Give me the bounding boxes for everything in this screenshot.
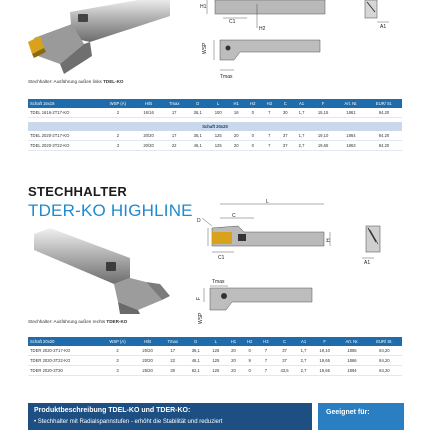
- table-cell: 84,20: [378, 133, 390, 138]
- table-cell: 125: [212, 368, 220, 373]
- dim-h: H: [326, 238, 332, 242]
- table-cell: 0: [251, 133, 254, 138]
- table-cell: 1866: [347, 358, 357, 363]
- col-header-l: L: [214, 339, 217, 344]
- dim-l: L: [266, 199, 269, 205]
- table-cell: 7: [264, 358, 268, 363]
- description-title: Produktbeschreibung TDEL-KO und TDER-KO:: [34, 407, 191, 414]
- table-cell: 9: [248, 358, 251, 363]
- col-header-h1: H1: [233, 101, 239, 106]
- table-row: [28, 356, 402, 366]
- table-cell: 1,7: [300, 348, 307, 353]
- table-cell: TDER 2020-2T17-KO: [30, 348, 71, 353]
- table-cell: 22: [170, 358, 176, 363]
- table-cell: 46,1: [193, 143, 202, 148]
- table-row: [28, 141, 402, 151]
- table-cell: 16/16: [143, 110, 154, 115]
- table-cell: 2: [116, 348, 119, 353]
- section-subtitle: TDER-KO HIGHLINE: [28, 201, 193, 220]
- table-group-row: [28, 122, 402, 131]
- dim-a1: A1: [380, 24, 387, 30]
- table-cell: 17: [171, 110, 177, 115]
- technical-drawing-side: [188, 198, 338, 262]
- col-header-a1: A1: [301, 339, 307, 344]
- dim-tmax-top: Tmax: [220, 74, 233, 80]
- col-header-eur: EUR/ St.: [375, 101, 393, 106]
- dim-wsp-top: WSP: [202, 42, 208, 54]
- table-cell: 1865: [347, 348, 357, 353]
- suitable-title: Geeignet für:: [326, 409, 370, 416]
- table-cell: 22: [171, 143, 177, 148]
- table-cell: 1861: [346, 110, 356, 115]
- section-title: STECHHALTER: [28, 184, 128, 199]
- col-header-h1: H1: [230, 339, 237, 344]
- col-header-f: F: [323, 339, 326, 344]
- table-cell: 84,20: [379, 348, 390, 353]
- technical-drawing-mid: [200, 36, 330, 80]
- table-cell: 19,65: [319, 368, 330, 373]
- table-cell: 25/20: [142, 368, 153, 373]
- table-cell: 1894: [347, 368, 357, 373]
- table-cell: TDEL 1616-2T17-KO: [30, 110, 70, 115]
- col-header-tmax: Tmax: [167, 339, 178, 344]
- col-header-artnr: Art. Nr.: [345, 339, 359, 344]
- table-cell: Schaft 20x20: [202, 124, 228, 129]
- table-row: [28, 108, 402, 118]
- table-cell: 125: [212, 358, 220, 363]
- col-header-wsp: WSP (A): [109, 339, 126, 344]
- col-header-tmax: Tmax: [168, 101, 180, 106]
- table-cell: 37: [282, 143, 288, 148]
- table-cell: 17: [170, 348, 176, 353]
- table-cell: 20/20: [142, 358, 153, 363]
- product-description-box: [28, 403, 312, 430]
- dim-c1: C1: [229, 19, 236, 25]
- caption-section1: Stechhalter: Ausführung außen links TDEL-KO: [28, 79, 124, 84]
- table-cell: 20: [233, 133, 239, 138]
- table-row: [28, 346, 402, 356]
- table-cell: 36,1: [191, 348, 200, 353]
- table-cell: 19,65: [317, 143, 329, 148]
- table-cell: TDEL 2020-3T22-KO: [30, 143, 70, 148]
- col-header-c: C: [283, 101, 287, 106]
- table-cell: 0: [248, 348, 251, 353]
- table-cell: 3: [116, 358, 119, 363]
- table-cell: 20: [231, 368, 236, 373]
- technical-drawing-section: [188, 274, 318, 328]
- table-cell: 3: [116, 143, 120, 148]
- table-cell: TDER 2020-3T22-KO: [30, 358, 71, 363]
- table-cell: 7: [264, 348, 268, 353]
- table-cell: TDEL 2020-2T17-KO: [30, 133, 70, 138]
- table-cell: 36,1: [193, 110, 202, 115]
- table-cell: 7: [268, 110, 271, 115]
- table-cell: 20/20: [143, 133, 154, 138]
- table-cell: 1,7: [298, 110, 305, 115]
- col-header-l: L: [217, 101, 220, 106]
- table-cell: 7: [268, 143, 271, 148]
- table-cell: 0: [251, 110, 254, 115]
- col-header-h3: H3: [263, 339, 269, 344]
- table-cell: 19,10: [317, 133, 329, 138]
- table-cell: 7: [268, 133, 271, 138]
- col-header-eur: EUR/ St.: [376, 339, 393, 344]
- col-header-a1: A1: [299, 101, 305, 106]
- table-cell: 3: [116, 368, 119, 373]
- table-cell: 17: [171, 133, 177, 138]
- dim-tmax: Tmax: [212, 279, 225, 285]
- table-cell: TDER 2020-3T30: [30, 368, 63, 373]
- col-header-c: C: [283, 339, 287, 344]
- tool-image-tder: [26, 222, 176, 314]
- table-cell: 19,10: [319, 348, 330, 353]
- dim-a1-section2: A1: [364, 260, 371, 266]
- table-cell: 1864: [346, 133, 356, 138]
- col-header-f: F: [321, 101, 325, 106]
- col-header-h2: H2: [250, 101, 256, 106]
- table-cell: 16: [233, 110, 239, 115]
- table-cell: 20: [233, 143, 239, 148]
- table-cell: 1863: [346, 143, 356, 148]
- col-header-artnr: Art. Nr.: [344, 101, 358, 106]
- table-cell: 20: [231, 358, 236, 363]
- table-cell: 84,20: [379, 368, 390, 373]
- dim-h1: H1: [200, 4, 207, 10]
- technical-drawing-top: [195, 0, 335, 34]
- end-view-top: [363, 0, 393, 30]
- table-cell: 30: [282, 110, 288, 115]
- table-cell: 37: [282, 358, 287, 363]
- table-row: [28, 366, 402, 376]
- col-header-wsp: WSP (A): [109, 101, 126, 106]
- col-header-schaft: Schaft 16x16: [30, 101, 55, 106]
- description-text: • Stechhalter mit Radialspannstufen - erhöht die Stabilität und reduziert: [34, 419, 223, 425]
- table-cell: 1,7: [298, 133, 305, 138]
- col-header-hb: H/B: [144, 339, 152, 344]
- col-header-schaft: Schaft 20x20: [30, 339, 55, 344]
- table-cell: 100: [214, 110, 222, 115]
- table-header-row: [28, 337, 402, 346]
- end-view-section2: [360, 222, 390, 266]
- table-cell: 125: [214, 133, 222, 138]
- table-cell: 2,7: [300, 368, 307, 373]
- table-cell: 46,1: [191, 358, 200, 363]
- table-cell: 84,20: [379, 358, 390, 363]
- spec-table-tdel: [28, 99, 402, 151]
- spec-table-tder: [28, 337, 402, 376]
- suitable-for-box: [318, 403, 404, 430]
- col-header-hb: H/B: [145, 101, 153, 106]
- dim-d: D: [197, 218, 201, 224]
- dim-f: F: [196, 296, 202, 300]
- table-cell: 0: [248, 368, 251, 373]
- table-cell: 84,20: [378, 143, 390, 148]
- table-cell: 2: [116, 110, 120, 115]
- dim-h2: H2: [259, 26, 266, 32]
- dim-c: C: [232, 213, 236, 219]
- table-header-row: [28, 99, 402, 108]
- tool-image-tdel: [20, 0, 170, 80]
- table-cell: 37: [282, 348, 287, 353]
- table-cell: 62,1: [191, 368, 200, 373]
- col-header-d: D: [196, 101, 200, 106]
- table-cell: 20/20: [143, 143, 154, 148]
- table-cell: 19,65: [319, 358, 330, 363]
- table-cell: 36,1: [193, 133, 202, 138]
- table-cell: 43,5: [280, 368, 289, 373]
- table-cell: 2,7: [298, 143, 305, 148]
- table-cell: 2,7: [300, 358, 307, 363]
- dim-c1: C1: [218, 255, 225, 261]
- table-cell: 37: [282, 133, 288, 138]
- table-cell: 125: [212, 348, 220, 353]
- col-header-h3: H3: [266, 101, 272, 106]
- table-cell: 20/20: [142, 348, 153, 353]
- table-cell: 0: [251, 143, 254, 148]
- table-cell: 15,15: [317, 110, 329, 115]
- table-cell: 2: [116, 133, 120, 138]
- col-header-h2: H2: [247, 339, 253, 344]
- table-cell: 30: [170, 368, 176, 373]
- table-cell: 20: [231, 348, 236, 353]
- table-cell: 7: [264, 368, 268, 373]
- dim-wsp: WSP: [198, 312, 204, 324]
- table-cell: 125: [214, 143, 222, 148]
- col-header-d: D: [194, 339, 198, 344]
- table-row: [28, 131, 402, 141]
- table-cell: 84,20: [378, 110, 390, 115]
- caption-section2: Stechhalter: Ausführung außen rechts TDER-KO: [28, 319, 128, 324]
